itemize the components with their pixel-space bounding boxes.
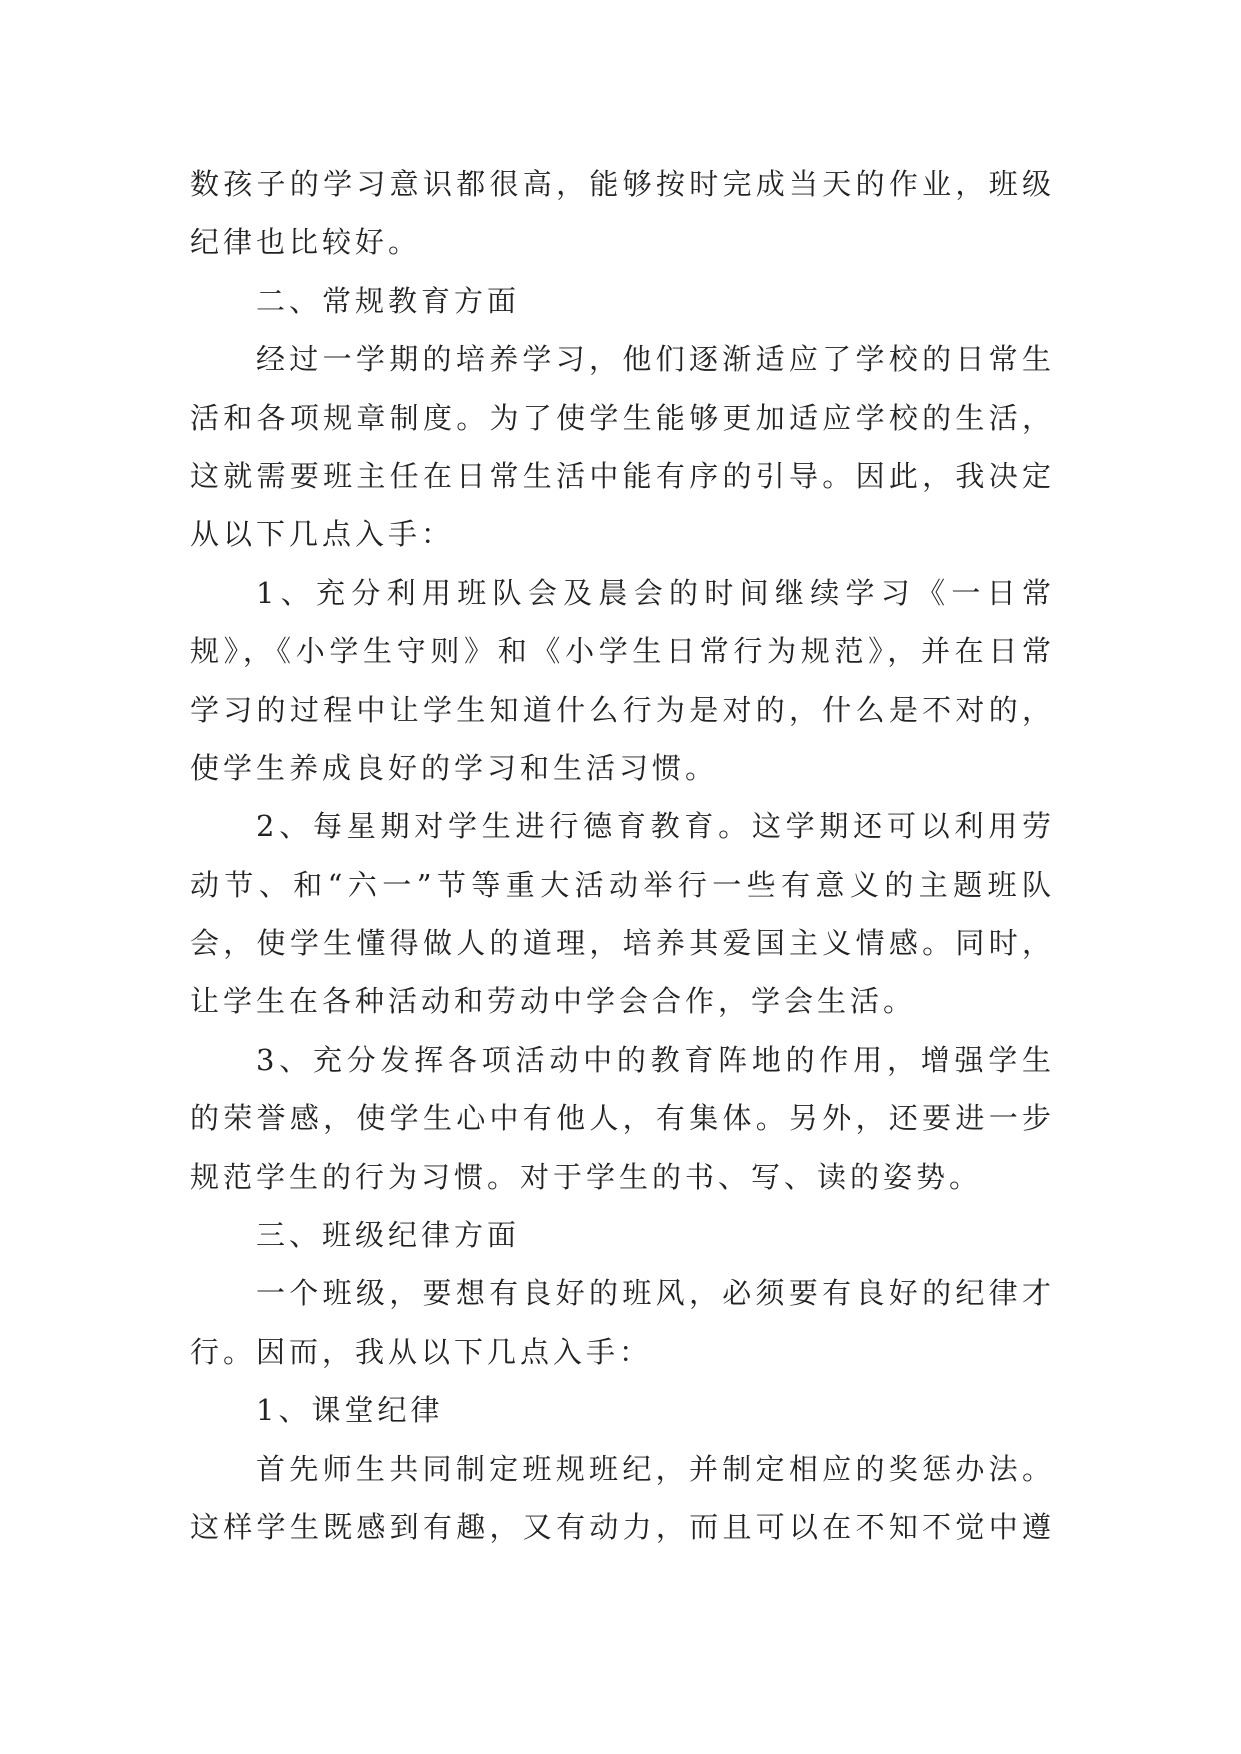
paragraph [190,330,1051,564]
paragraph [190,1440,1051,1557]
text-line: 2、每星期对学生进行德育教育。这学期还可以利用劳 [256,809,1051,844]
section-heading: 二、常规教育方面 [256,283,521,318]
numbered-item [190,1031,1051,1206]
text-line: 活和各项规章制度。为了使学生能够更加适应学校的生活， [190,400,1051,435]
text-line: 动节、和“六一”节等重大活动举行一些有意义的主题班队 [190,867,1051,902]
text-line: 这样学生既感到有趣，又有动力，而且可以在不知不觉中遵 [190,1509,1051,1544]
text-line: 经过一学期的培养学习，他们逐渐适应了学校的日常生 [256,342,1051,377]
text-line: 让学生在各种活动和劳动中学会合作，学会生活。 [190,984,917,1019]
numbered-item [190,564,1051,798]
text-line: 这就需要班主任在日常生活中能有序的引导。因此，我决定 [190,458,1051,493]
text-line: 数孩子的学习意识都很高，能够按时完成当天的作业，班级 [190,167,1051,201]
continued-paragraph [190,155,1051,272]
text-line: 会，使学生懂得做人的道理，培养其爱国主义情感。同时， [190,926,1051,961]
paragraph [190,1264,1051,1381]
text-line: 学习的过程中让学生知道什么行为是对的，什么是不对的， [190,692,1051,727]
text-line: 从以下几点入手： [190,517,455,552]
numbered-item [190,797,1051,1031]
text-line: 规》，《小学生守则》和《小学生日常行为规范》，并在日常 [190,634,1051,669]
document-body [190,155,1051,1556]
text-line: 规范学生的行为习惯。对于学生的书、写、读的姿势。 [190,1159,983,1194]
subsection-classroom-discipline [190,1381,1051,1556]
text-line: 的荣誉感，使学生心中有他人，有集体。另外，还要进一步 [190,1101,1051,1136]
text-line: 3、充分发挥各项活动中的教育阵地的作用，增强学生 [256,1042,1051,1077]
text-line: 1、充分利用班队会及晨会的时间继续学习《一日常 [256,575,1051,610]
section-class-discipline [190,1206,1051,1556]
text-line: 使学生养成良好的学习和生活习惯。 [190,750,719,785]
section-routine-education [190,272,1051,1206]
section-heading: 三、班级纪律方面 [256,1218,521,1253]
text-line: 行。因而，我从以下几点入手： [190,1334,653,1369]
text-line: 一个班级，要想有良好的班风，必须要有良好的纪律才 [256,1276,1051,1311]
subsection-heading: 1、课堂纪律 [256,1393,444,1428]
text-line: 首先师生共同制定班规班纪，并制定相应的奖惩办法。 [256,1451,1051,1486]
text-line: 纪律也比较好。 [190,225,422,260]
